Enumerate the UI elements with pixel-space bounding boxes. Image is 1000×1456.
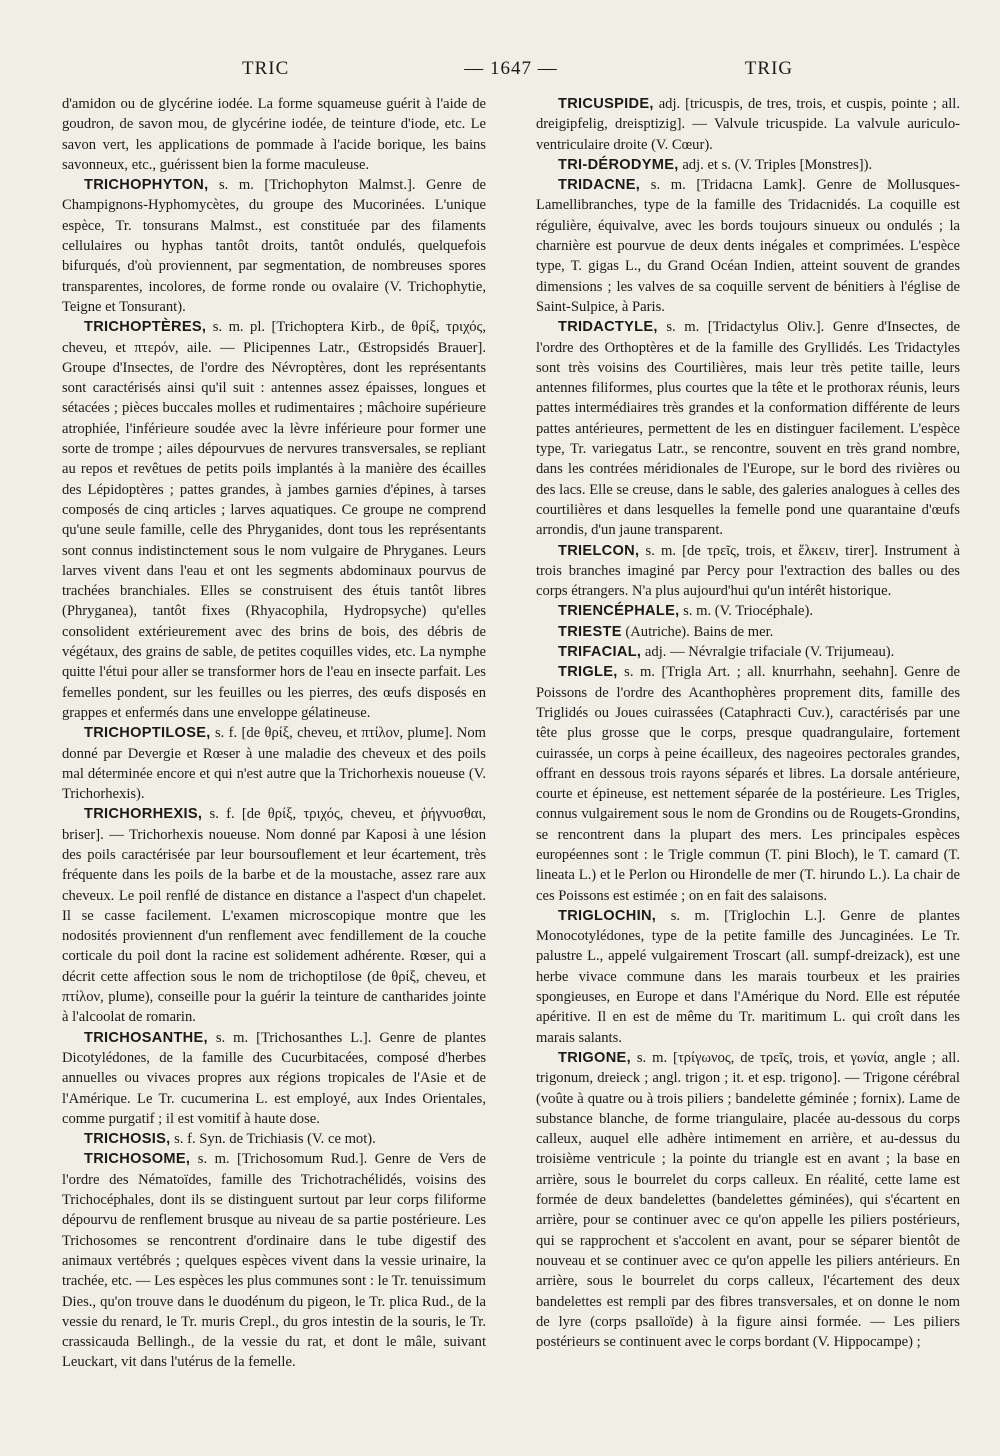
entry-text: (Autriche). Bains de mer. (625, 623, 774, 640)
entry-text: adj. — Névralgie trifaciale (V. Trijumeau). (644, 644, 895, 661)
dictionary-entry (62, 1129, 486, 1149)
entry-headword: TRIELCON, (558, 542, 640, 559)
dictionary-entry (536, 642, 960, 662)
right-column (536, 94, 960, 1373)
entry-headword: TRIFACIAL, (558, 644, 642, 661)
entry-headword: TRICHOSANTHE, (84, 1029, 208, 1046)
entry-headword: TRIGLOCHIN, (558, 907, 657, 924)
entry-text: s. m. [τρίγωνος, de τρεῖς, trois, et γωνία, angle ; all. trigonum, dreieck ; angl. trigon ; it. et esp. trigono]. — Trigone cérébral (voûte à quatre ou à trois piliers ; bandelette géminée ; fornix). Lame de substance blanche, de forme triangulaire, placée au-dessous du corps calleux, auquel elle adhère intimement en arrière, et au-dessus du troisième ventricule ; la pointe du triangle est en avant ; la base en arrière, sous le bourrelet du corps calleux. En réalité, cette lame est formée de deux bandelettes (bandelettes géminées), qui s'écartent en arrière, pour se continuer avec ce qu'on appelle les piliers postérieurs, qui se rapprochent et s'accolent en avant, pour se séparer bientôt de nouveau et se continuer avec ce qu'on appelle les piliers antérieurs. En arrière, sous le bourrelet du corps calleux, l'écartement des deux bandelettes est rempli par des fibres transversales, et on donne le nom de lyre (corps psalloïde) à la figure ainsi formée. — Les piliers postérieurs se continuent avec le corps bordant (V. Hippocampe) ; (536, 1049, 960, 1351)
header-left-word: TRIC (242, 58, 290, 79)
entry-text: s. m. [de τρεῖς, trois, et ἕλκειν, tirer]. Instrument à trois branches imaginé par Percy pour l'extraction des balles ou des corps étrangers. N'a plus aujourd'hui qu'un intérêt historique. (536, 542, 960, 600)
page-number: — 1647 — (464, 58, 558, 79)
entry-headword: TRIDACNE, (558, 177, 641, 194)
dictionary-entry (62, 94, 486, 175)
dictionary-entry (536, 155, 960, 175)
two-column-body (62, 94, 960, 1373)
entry-headword: TRICHOSOME, (84, 1151, 191, 1168)
dictionary-entry (536, 1048, 960, 1352)
entry-headword: TRICHOPHYTON, (84, 177, 209, 194)
entry-headword: TRICHOSIS, (84, 1131, 171, 1148)
entry-headword: TRIGLE, (558, 664, 618, 681)
entry-headword: TRIENCÉPHALE, (558, 603, 680, 620)
entry-text: s. m. pl. [Trichoptera Kirb., de θρίξ, τριχός, cheveu, et πτερόν, aile. — Plicipennes Latr., Œstropsidés Brauer]. Groupe d'Insectes, de l'ordre des Névroptères, dont les représentants sont caractérisés ainsi qu'il suit : antennes assez épaisses, longues et sétacées ; pièces buccales molles et rudimentaires ; mâchoire supérieure atrophiée, l'inférieure soudée avec la lèvre inférieure pour former une sorte de trompe ; ailes dépourvues de nervures transversales, se repliant au repos et revêtues de petits poils implantés à la manière des écailles des Lépidoptères ; pattes grandes, à jambes garnies d'épines, à tarses composés de cinq articles ; larves aquatiques. Ce groupe ne comprend qu'une seule famille, celle des Phryganides, dont tous les représentants sont connus indistinctement sous le nom vulgaire de Phryganes. Leurs larves vivent dans l'eau et ont les segments abdominaux pourvus de trachées branchiales. Elles se construisent des étuis tantôt libres (Phryganea), tantôt fixes (Rhyacophila, Hydropsyche) qu'elles consolident extérieurement avec des brins de bois, des débris de végétaux, des grains de sable, de petites coquilles vides, etc. La nymphe quitte l'étui pour aller se transformer hors de l'eau en insecte parfait. Les femelles pondent, sur les feuilles ou les pierres, des œufs disposés en grappes et enfermés dans une enveloppe gélatineuse. (62, 319, 486, 721)
dictionary-entry (536, 601, 960, 621)
entry-text: s. m. [Triglochin L.]. Genre de plantes Monocotylédones, type de la petite famille des Juncaginées. Le Tr. palustre L., appelé vulgairement Troscart (all. sumpf-dreizack), est une herbe vivace commune dans les marais tourbeux et les prairies spongieuses, en Europe et dans l'Amérique du Nord. Elle est réputée apéritive. Il en est de même du Tr. maritimum L. qui croît dans les marais salants. (536, 907, 960, 1046)
entry-text: adj. [tricuspis, de tres, trois, et cuspis, pointe ; all. dreigipfelig, dreisptizig]. — Valvule tricuspide. La valvule auriculo-ventriculaire droite (V. Cœur). (536, 96, 960, 153)
dictionary-entry (62, 1149, 486, 1372)
entry-text: s. m. [Tridactylus Oliv.]. Genre d'Insectes, de l'ordre des Orthoptères et de la famille des Gryllidés. Les Tridactyles sont très voisins des Courtilières, mais leur très petite taille, leurs antennes filiformes, plus courtes que la tête et le prothorax réunis, leurs pattes intermédiaires très grandes et la conformation différente de leurs pattes antérieures, permettent de les en distinguer facilement. L'espèce type, Tr. variegatus Latr., se rencontre, souvent en très grand nombre, dans les contrées méridionales de l'Europe, sur le bord des rivières ou des lacs. Elle se creuse, dans le sable, des galeries analogues à celles des courtilières et dans lesquelles la femelle pond une quarantaine d'œufs arrondis, d'un jaune transparent. (536, 319, 960, 539)
entry-headword: TRIESTE (558, 623, 622, 640)
entry-text: s. f. [de θρίξ, τριχός, cheveu, et ῥήγνυσθαι, briser]. — Trichorhexis noueuse. Nom donné par Kaposi à une lésion des poils caractérisée par leur boursouflement et leur écartement, très fréquente dans les poils de la barbe et de la moustache, assez rare aux cheveux. Le poil renflé de distance en distance a l'aspect d'un chapelet. Il se casse facilement. L'examen microscopique montre que les nodosités proviennent d'un renflement avec fendillement de la couche corticale du poil dont la racine est solidement adhérente. Rœser, qui a décrit cette affection sous le nom de trichoptilose (de θρίξ, cheveu, et πτίλον, plume), conseille pour la guérir la teinture de cantharides jointe à l'alcoolat de romarin. (62, 806, 486, 1026)
entry-text: d'amidon ou de glycérine iodée. La forme squameuse guérit à l'aide de goudron, de savon mou, de glycérine iodée, de teinture d'iode, etc. Le savon vert, les applications de pommade à l'acide borique, les bains savonneux, etc., guérissent bien la forme maculeuse. (62, 96, 486, 173)
running-head (62, 58, 960, 92)
entry-text: s. m. [Trichosanthes L.]. Genre de plantes Dicotylédones, de la famille des Cucurbitacées, composé d'herbes annuelles ou vivaces propres aux régions tropicales de l'Asie et de l'Amérique. Le Tr. cucumerina L. est employé, aux Indes Orientales, comme purgatif ; il est vomitif à haute dose. (62, 1029, 486, 1127)
dictionary-entry (536, 622, 960, 642)
entry-text: s. f. Syn. de Trichiasis (V. ce mot). (174, 1131, 376, 1148)
dictionary-entry (62, 723, 486, 804)
entry-text: s. m. [Trigla Art. ; all. knurrhahn, seehahn]. Genre de Poissons de l'ordre des Acanthophères proprement dits, famille des Triglidés ou Joues cuirassées (Cataphracti Cuv.), caractérisés par une tête plus grosse que le corps, presque quadrangulaire, fortement cuirassée, un corps à peine écailleux, des nageoires pectorales grandes, offrant en dessous trois rayons séparés et libres. La dorsale antérieure, courte et épineuse, est nettement séparée de la postérieure. Les Trigles, connus vulgairement sous le nom de Grondins ou de Rougets-Grondins, se rencontrent dans la plupart des mers. Les principales espèces européennes sont : le Trigle commun (T. pini Bloch), le T. camard (T. lineata L.) et le Perlon ou Hirondelle de mer (T. hirundo L.). La chair de ces Poissons est estimée ; on en fait des salaisons. (536, 664, 960, 904)
entry-text: s. m. (V. Triocéphale). (683, 603, 813, 620)
dictionary-entry (536, 541, 960, 602)
entry-text: adj. et s. (V. Triples [Monstres]). (682, 156, 873, 173)
entry-text: s. m. [Tridacna Lamk]. Genre de Mollusques-Lamellibranches, type de la famille des Tridacnidés. La coquille est régulière, équivalve, avec les bords toujours sinueux ou ondulés ; la charnière est pourvue de deux dents inégales et comprimées. L'espèce type, T. gigas L., du Grand Océan Indien, atteint souvent de grandes dimensions ; les valves de sa coquille servent de bénitiers à l'église de Saint-Sulpice, à Paris. (536, 177, 960, 315)
entry-headword: TRI-DÉRODYME, (558, 156, 679, 173)
entry-headword: TRICHOPTÈRES, (84, 319, 207, 336)
entry-text: s. f. [de θρίξ, cheveu, et πτίλον, plume]. Nom donné par Devergie et Rœser à une maladie des cheveux et des poils mal déterminée encore et qui n'est autre que la Trichorhexis noueuse (V. Trichorhexis). (62, 725, 486, 803)
dictionary-entry (536, 317, 960, 540)
dictionary-entry (62, 317, 486, 723)
dictionary-entry (536, 94, 960, 155)
dictionary-entry (62, 804, 486, 1027)
entry-headword: TRIGONE, (558, 1049, 631, 1066)
header-right-word: TRIG (744, 58, 794, 79)
dictionary-entry (536, 662, 960, 906)
dictionary-entry (62, 1028, 486, 1129)
entry-text: s. m. [Trichophyton Malmst.]. Genre de Champignons-Hyphomycètes, du groupe des Mucorinées. L'unique espèce, Tr. tonsurans Malmst., est constituée par des filaments cellulaires ou hyphas tantôt droits, tantôt ondulés, quelquefois bifurqués, d'où proviennent, par segmentation, de nombreuses spores transparentes, incolores, de forme ronde ou ovalaire (V. Trichophytie, Teigne et Tonsurant). (62, 177, 486, 315)
entry-headword: TRIDACTYLE, (558, 319, 658, 336)
left-column (62, 94, 486, 1373)
dictionary-entry (536, 906, 960, 1048)
entry-text: s. m. [Trichosomum Rud.]. Genre de Vers de l'ordre des Nématoïdes, famille des Trichotrachélidés, voisins des Trichocéphales, dont ils se distinguent surtout par leur corps filiforme dépourvu de renflement brusque au niveau de sa partie postérieure. Les Trichosomes se rencontrent d'ordinaire dans le tube digestif des animaux vertébrés ; quelques espèces vivent dans la vessie urinaire, la trachée, etc. — Les espèces les plus communes sont : le Tr. tenuissimum Dies., qu'on trouve dans le duodénum du pigeon, le Tr. plica Rud., de la vessie du renard, le Tr. muris Crepl., du gros intestin de la souris, le Tr. crassicauda Bellingh., de la vessie du rat, et dont le mâle, suivant Leuckart, vit dans l'utérus de la femelle. (62, 1151, 486, 1371)
entry-headword: TRICHORHEXIS, (84, 806, 203, 823)
dictionary-entry (536, 175, 960, 317)
entry-headword: TRICUSPIDE, (558, 96, 654, 112)
entry-headword: TRICHOPTILOSE, (84, 725, 211, 742)
dictionary-entry (62, 175, 486, 317)
